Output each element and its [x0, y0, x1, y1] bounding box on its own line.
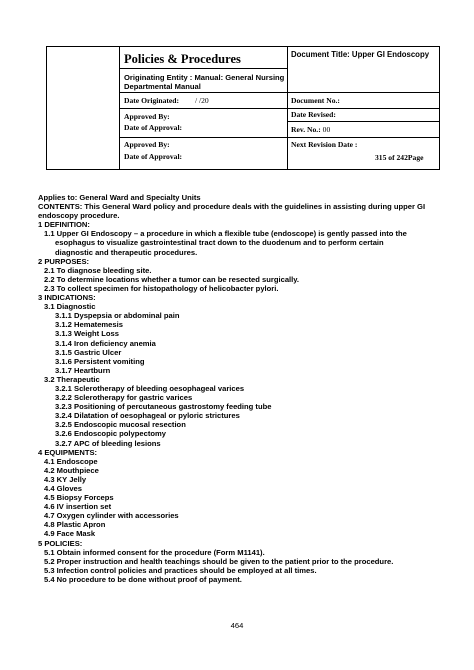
list-item: 3.1.3 Weight Loss — [55, 329, 120, 339]
list-item: 3.2.5 Endoscopic mucosal resection — [55, 420, 186, 430]
list-item: 3.1 Diagnostic — [44, 302, 96, 312]
list-item: 3.1.6 Persistent vomiting — [55, 356, 145, 366]
list-item: 2.2 To determine locations whether a tumor can be resected surgically. — [44, 274, 300, 284]
list-item: 5.1 Obtain informed consent for the procedure (Form M1141). — [44, 547, 265, 557]
list-item: 5.2 Proper instruction and health teachings should be given to the patient prior to the procedure. — [44, 556, 394, 566]
list-item: 4.5 Biopsy Forceps — [44, 493, 114, 503]
list-item: 1.1 Upper GI Endoscopy – a procedure in which a flexible tube (endoscope) is gently passed into the — [44, 229, 407, 239]
section-heading: 4 EQUIPMENTS: — [38, 447, 98, 457]
list-item: 3.1.2 Hematemesis — [55, 320, 123, 330]
date-of-approval-label: Date of Approval: — [124, 123, 183, 132]
list-item: 3.1.5 Gastric Ulcer — [55, 347, 122, 357]
document-no-label: Document No.: — [291, 96, 340, 105]
list-item: 3.2.3 Positioning of percutaneous gastrostomy feeding tube — [55, 402, 272, 412]
list-item: 5.4 No procedure to be done without proof of payment. — [44, 574, 242, 584]
section-heading: 2 PURPOSES: — [38, 256, 90, 266]
page-number: 464 — [230, 621, 244, 630]
date-originated-label: Date Originated: — [124, 96, 180, 105]
header-line — [119, 108, 440, 109]
list-item: 3.1.4 Iron deficiency anemia — [55, 338, 156, 348]
policies-procedures-title: Policies & Procedures — [124, 52, 241, 66]
list-item: 4.8 Plastic Apron — [44, 520, 106, 530]
header-line — [119, 137, 440, 138]
originating-entity: Originating Entity : Manual: General Nursing Departmental Manual — [124, 73, 285, 91]
date-revised-label: Date Revised: — [291, 110, 336, 119]
list-item: 3.2 Therapeutic — [44, 374, 100, 384]
header-line — [119, 92, 440, 93]
list-item: 3.2.4 Dilatation of oesophageal or pyloric strictures — [55, 411, 240, 421]
list-item: 3.2.1 Sclerotherapy of bleeding oesophageal varices — [55, 383, 245, 393]
list-item: 3.1.7 Heartburn — [55, 365, 111, 375]
section-heading: 5 POLICIES: — [38, 538, 83, 548]
section-heading: 1 DEFINITION: — [38, 220, 90, 230]
header-line — [119, 68, 287, 69]
list-item: 4.2 Mouthpiece — [44, 465, 99, 475]
approved-by-label-2: Approved By: — [124, 140, 170, 149]
rev-no-label: Rev. No.: — [291, 125, 321, 134]
list-item: 3.1.1 Dyspepsia or abdominal pain — [55, 311, 180, 321]
contents: CONTENTS: This General Ward policy and procedure deals with the guidelines in assisting during upper GI endoscopy procedure. — [38, 202, 426, 221]
list-item: 5.3 Infection control policies and practices should be employed at all times. — [44, 565, 317, 575]
list-item: 3.2.6 Endoscopic polypectomy — [55, 429, 166, 439]
date-of-approval-label-2: Date of Approval: — [124, 152, 183, 161]
list-item: diagnostic and therapeutic procedures. — [55, 247, 198, 257]
list-item: 4.9 Face Mask — [44, 529, 96, 539]
list-item: 3.2.7 APC of bleeding lesions — [55, 438, 161, 448]
list-item: 4.6 IV insertion set — [44, 502, 112, 512]
header-line — [287, 121, 440, 122]
list-item: 4.4 Gloves — [44, 484, 82, 493]
approved-by-label: Approved By: — [124, 112, 170, 121]
document-title: Document Title: Upper GI Endoscopy — [291, 50, 430, 59]
rev-no-field — [291, 125, 330, 134]
document-body — [38, 193, 458, 584]
next-revision-label: Next Revision Date : — [291, 140, 358, 149]
section-heading: 3 INDICATIONS: — [38, 293, 96, 303]
date-originated-value: / /20 — [194, 96, 209, 105]
list-item: esophagus to visualize gastrointestinal tract down to the duodenum and to perform certain — [55, 238, 384, 248]
list-item: 4.7 Oxygen cylinder with accessories — [44, 511, 179, 521]
list-item: 2.3 To collect specimen for histopathology of helicobacter pylori. — [44, 283, 279, 293]
list-item: 3.2.2 Sclerotherapy for gastric varices — [55, 393, 193, 403]
rev-no-value: 00 — [322, 125, 331, 134]
page-of-indicator: 315 of 242Page — [375, 153, 424, 162]
applies-to: Applies to: General Ward and Specialty Units — [38, 193, 201, 202]
list-item: 2.1 To diagnose bleeding site. — [44, 265, 152, 275]
list-item: 4.1 Endoscope — [44, 456, 98, 466]
date-originated-field — [124, 96, 209, 105]
list-item: 4.3 KY Jelly — [44, 474, 87, 484]
